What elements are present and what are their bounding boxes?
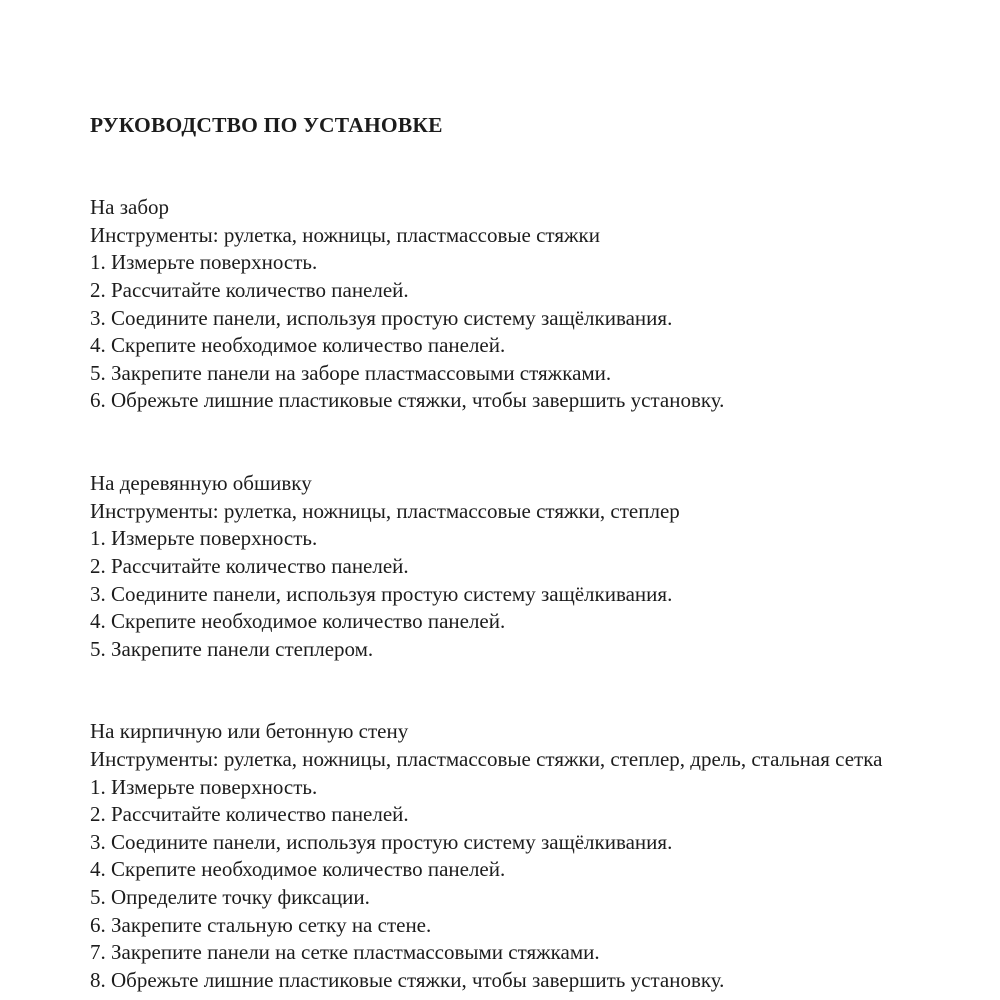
document-title: РУКОВОДСТВО ПО УСТАНОВКЕ (90, 113, 443, 137)
step-item: 2. Рассчитайте количество панелей. (90, 802, 409, 827)
section-heading: На забор (90, 195, 170, 220)
step-item: 4. Скрепите необходимое количество панелей. (90, 333, 506, 358)
section-tools: Инструменты: рулетка, ножницы, пластмассовые стяжки, степлер, дрель, стальная сетка (90, 747, 883, 772)
section-2 (90, 443, 950, 664)
step-item: 7. Закрепите панели на сетке пластмассовыми стяжками. (90, 940, 600, 965)
step-item: 4. Скрепите необходимое количество панелей. (90, 857, 506, 882)
step-item: 3. Соедините панели, используя простую систему защёлкивания. (90, 305, 673, 330)
step-item: 1. Измерьте поверхность. (90, 250, 318, 275)
step-item: 1. Измерьте поверхность. (90, 526, 318, 551)
step-item: 5. Закрепите панели на заборе пластмассовыми стяжками. (90, 360, 612, 385)
step-item: 1. Измерьте поверхность. (90, 774, 318, 799)
step-item: 5. Закрепите панели степлером. (90, 636, 374, 661)
step-item: 2. Рассчитайте количество панелей. (90, 277, 409, 302)
step-item: 3. Соедините панели, используя простую систему защёлкивания. (90, 829, 673, 854)
step-item: 6. Закрепите стальную сетку на стене. (90, 912, 432, 937)
section-tools: Инструменты: рулетка, ножницы, пластмассовые стяжки (90, 222, 600, 247)
section-heading: На кирпичную или бетонную стену (90, 719, 409, 744)
section-tools: Инструменты: рулетка, ножницы, пластмассовые стяжки, степлер (90, 498, 680, 523)
step-item: 3. Соедините панели, используя простую систему защёлкивания. (90, 581, 673, 606)
step-item: 4. Скрепите необходимое количество панелей. (90, 609, 506, 634)
step-item: 2. Рассчитайте количество панелей. (90, 553, 409, 578)
section-heading: На деревянную обшивку (90, 471, 312, 496)
step-item: 6. Обрежьте лишние пластиковые стяжки, чтобы завершить установку. (90, 388, 725, 413)
section-1 (90, 167, 950, 415)
step-item: 8. Обрежьте лишние пластиковые стяжки, чтобы завершить установку. (90, 967, 725, 992)
section-3 (90, 691, 950, 995)
document-body (90, 167, 950, 995)
step-item: 5. Определите точку фиксации. (90, 885, 370, 910)
